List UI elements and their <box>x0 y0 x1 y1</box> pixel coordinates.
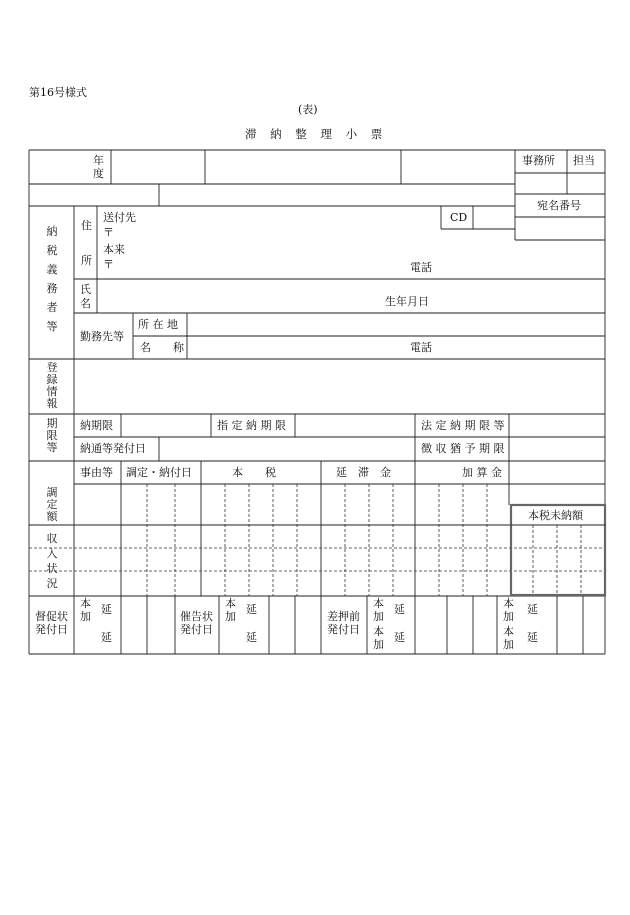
preseizure-hon-1: 本 <box>373 597 384 610</box>
year-label-2: 度 <box>93 167 104 180</box>
surcharge-label: 加 算 金 <box>462 466 502 479</box>
deadlines-label: 期限等 <box>46 417 58 454</box>
taxpayer-section-label: 納税義務者等 <box>46 225 58 333</box>
late-fee-label: 延 滞 金 <box>336 466 391 479</box>
home-label: 本来 <box>103 243 125 256</box>
preseizure-ka-2: 加 <box>373 638 384 651</box>
demand-hon: 本 <box>80 597 91 610</box>
address-label-1: 住 <box>81 219 92 232</box>
birth-label: 生年月日 <box>385 295 429 308</box>
postal-mark-1: 〒 <box>103 226 114 239</box>
preseizure-hon-2: 本 <box>373 625 384 638</box>
grace-deadline-label: 徴 収 猶 予 期 限 <box>421 442 505 455</box>
last-hon-2: 本 <box>503 625 514 638</box>
preseizure-ka-1: 加 <box>373 610 384 623</box>
registration-label: 登録情報 <box>46 361 58 410</box>
address-label-2: 所 <box>81 254 92 267</box>
demand-label-2: 発付日 <box>35 623 68 636</box>
address-number-label: 宛名番号 <box>537 199 581 212</box>
last-ka-1: 加 <box>503 610 514 623</box>
last-ka-2: 加 <box>503 638 514 651</box>
legal-deadline-label: 法 定 納 期 限 等 <box>421 419 505 432</box>
company-name-label: 名 称 <box>140 341 184 354</box>
last-hon-1: 本 <box>503 597 514 610</box>
reminder-ka: 加 <box>225 610 236 623</box>
adjusted-amount-label: 調定額 <box>46 486 58 523</box>
preseizure-label-1: 差押前 <box>327 610 360 623</box>
side-label: (表) <box>298 103 318 116</box>
last-en-1: 延 <box>527 603 538 616</box>
reason-label: 事由等 <box>80 466 113 479</box>
postal-mark-2: 〒 <box>103 258 114 271</box>
year-label-1: 年 <box>93 154 104 167</box>
principal-label: 本 税 <box>232 466 276 479</box>
adjust-date-label: 調定・納付日 <box>126 466 192 479</box>
preseizure-en-2: 延 <box>394 631 405 644</box>
cd-label: CD <box>450 211 468 224</box>
reminder-en-2: 延 <box>246 631 257 644</box>
phone-label-1: 電話 <box>410 261 432 274</box>
notice-issue-date-label: 納通等発付日 <box>80 442 146 455</box>
name-label-2: 名 <box>80 297 91 310</box>
page-title: 滞 納 整 理 小 票 <box>245 127 388 141</box>
demand-en-2: 延 <box>101 631 112 644</box>
reminder-label-1: 催告状 <box>180 610 213 623</box>
preseizure-label-2: 発付日 <box>327 623 360 636</box>
demand-ka: 加 <box>80 610 91 623</box>
preseizure-en-1: 延 <box>394 603 405 616</box>
send-to-label: 送付先 <box>103 211 136 224</box>
workplace-label: 勤務先等 <box>80 330 124 343</box>
form-number: 第16号様式 <box>29 86 87 99</box>
designated-deadline-label: 指 定 納 期 限 <box>217 419 286 432</box>
reminder-label-2: 発付日 <box>180 623 213 636</box>
location-label: 所 在 地 <box>138 318 178 331</box>
reminder-en-1: 延 <box>246 603 257 616</box>
unpaid-principal-label: 本税未納額 <box>528 509 583 522</box>
office-label: 事務所 <box>522 154 555 167</box>
payment-deadline-label: 納期限 <box>80 419 113 432</box>
phone-label-2: 電話 <box>410 341 432 354</box>
demand-en-1: 延 <box>101 603 112 616</box>
person-label: 担当 <box>573 154 595 167</box>
name-label-1: 氏 <box>80 283 91 296</box>
demand-label-1: 督促状 <box>35 610 68 623</box>
reminder-hon: 本 <box>225 597 236 610</box>
last-en-2: 延 <box>527 631 538 644</box>
receipt-status-label: 収入状況 <box>46 532 58 590</box>
